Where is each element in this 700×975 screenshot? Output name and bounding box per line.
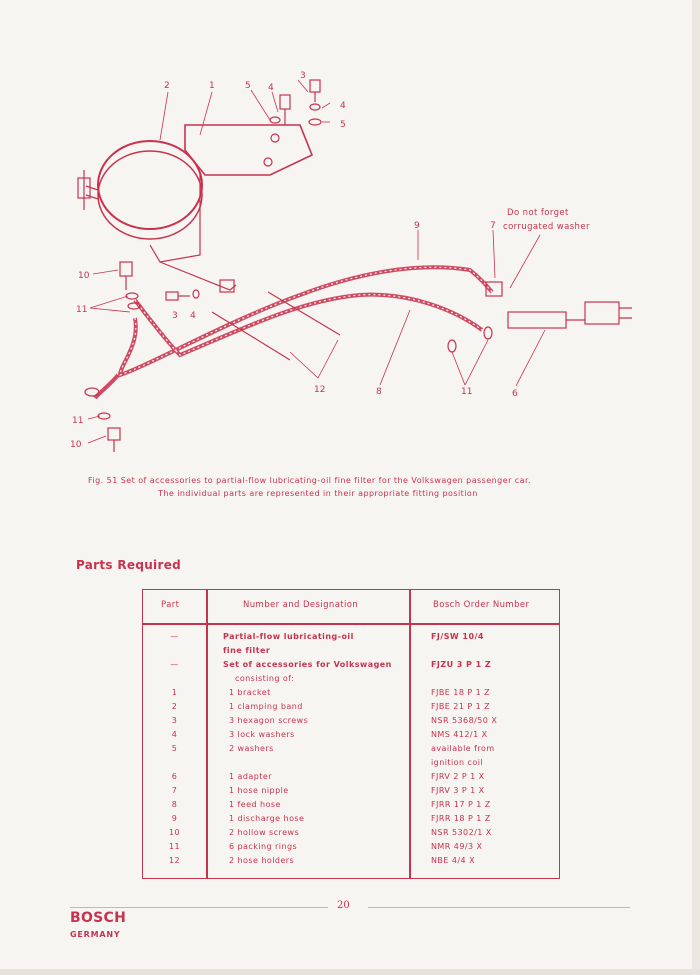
cell-designation: fine filter <box>223 646 271 655</box>
label-11b: 11 <box>461 387 473 397</box>
label-7: 7 <box>490 221 496 231</box>
table-header-rule <box>143 623 559 625</box>
label-3b: 3 <box>172 311 178 321</box>
cell-designation: 3 lock washers <box>223 730 295 739</box>
cell-order: FJRV 2 P 1 X <box>431 772 485 781</box>
footer-rule-right <box>368 907 630 908</box>
cell-designation: 2 hollow screws <box>223 828 300 837</box>
cell-order: NMR 49/3 X <box>431 842 483 851</box>
top-screws-drawing <box>270 80 321 125</box>
cell-part: 7 <box>171 786 178 795</box>
footer-rule-left <box>70 907 328 908</box>
cell-designation: Set of accessories for Volkswagen <box>223 660 392 669</box>
cell-designation: 3 hexagon screws <box>223 716 309 725</box>
label-1: 1 <box>209 81 215 91</box>
table-body <box>143 632 559 870</box>
table-row <box>143 800 559 814</box>
caption-line-1: Fig. 51 Set of accessories to partial-flow lubricating-oil fine filter for the Volkswagen passenger car. <box>88 476 532 485</box>
header-designation: Number and Designation <box>243 600 359 610</box>
brand-country: GERMANY <box>70 930 121 939</box>
table-row <box>143 744 559 758</box>
cell-order: FJRV 3 P 1 X <box>431 786 485 795</box>
table-row <box>143 632 559 646</box>
cell-part: 3 <box>171 716 178 725</box>
cell-part: 11 <box>168 842 181 851</box>
table-row <box>143 730 559 744</box>
cell-designation: consisting of: <box>223 674 295 683</box>
section-title: Parts Required <box>76 558 182 572</box>
cell-part: 4 <box>171 730 178 739</box>
brand-name: BOSCH <box>70 910 127 926</box>
label-5b: 5 <box>340 120 346 130</box>
clamping-band-drawing <box>78 141 202 239</box>
parts-table <box>142 589 560 879</box>
table-row <box>143 674 559 688</box>
table-row <box>143 786 559 800</box>
cell-order: NSR 5368/50 X <box>431 716 498 725</box>
caption-line-2: The individual parts are represented in their appropriate fitting position <box>158 489 478 498</box>
cell-designation: 1 discharge hose <box>223 814 305 823</box>
cell-designation: 1 feed hose <box>223 800 281 809</box>
label-11c: 11 <box>72 416 84 426</box>
parts-illustration <box>0 0 700 470</box>
label-11a: 11 <box>76 305 88 315</box>
cell-order: FJ/SW 10/4 <box>431 632 484 641</box>
table-row <box>143 856 559 870</box>
cell-order: ignition coil <box>431 758 484 767</box>
cell-designation: 1 bracket <box>223 688 271 697</box>
label-8: 8 <box>376 387 382 397</box>
cell-part: 9 <box>171 814 178 823</box>
header-part: Part <box>161 600 180 610</box>
label-2: 2 <box>164 81 170 91</box>
table-row <box>143 842 559 856</box>
table-row <box>143 646 559 660</box>
note-line-2: corrugated washer <box>503 222 590 232</box>
table-row <box>143 716 559 730</box>
hoses-drawing <box>95 267 492 398</box>
cell-designation: 2 hose holders <box>223 856 295 865</box>
cell-designation: 2 washers <box>223 744 274 753</box>
cell-part: 2 <box>171 702 178 711</box>
table-row <box>143 702 559 716</box>
cell-order: FJBE 18 P 1 Z <box>431 688 491 697</box>
cell-order: FJRR 17 P 1 Z <box>431 800 491 809</box>
cell-designation: Partial-flow lubricating-oil <box>223 632 354 641</box>
table-row <box>143 828 559 842</box>
cell-order: FJZU 3 P 1 Z <box>431 660 492 669</box>
page-number: 20 <box>337 900 350 911</box>
cell-designation: 1 hose nipple <box>223 786 289 795</box>
label-12: 12 <box>314 385 326 395</box>
figure-caption <box>88 474 648 500</box>
figure-labels <box>70 71 590 450</box>
table-row <box>143 660 559 674</box>
bracket-drawing <box>150 125 312 292</box>
cell-part: 1 <box>171 688 178 697</box>
cell-part: 6 <box>171 772 178 781</box>
cell-designation: 6 packing rings <box>223 842 298 851</box>
cell-part: 8 <box>171 800 178 809</box>
table-row <box>143 758 559 772</box>
cell-order: NBE 4/4 X <box>431 856 476 865</box>
cell-designation: 1 clamping band <box>223 702 303 711</box>
cell-part: — <box>170 660 179 669</box>
cell-part: 12 <box>168 856 181 865</box>
cell-part: 5 <box>171 744 178 753</box>
cell-part: — <box>170 632 179 641</box>
label-4b: 4 <box>340 101 346 111</box>
cell-designation: 1 adapter <box>223 772 272 781</box>
page-edge-bottom <box>0 969 700 975</box>
cell-order: available from <box>431 744 495 753</box>
left-fittings-drawing <box>85 262 199 452</box>
note-line-1: Do not forget <box>507 208 569 218</box>
label-5a: 5 <box>245 81 251 91</box>
header-order: Bosch Order Number <box>433 600 530 610</box>
table-row <box>143 688 559 702</box>
label-3a: 3 <box>300 71 306 81</box>
cell-order: NSR 5302/1 X <box>431 828 492 837</box>
cell-order: NMS 412/1 X <box>431 730 488 739</box>
label-6: 6 <box>512 389 518 399</box>
table-row <box>143 772 559 786</box>
label-10a: 10 <box>78 271 90 281</box>
cell-part: 10 <box>168 828 181 837</box>
cell-order: FJRR 18 P 1 Z <box>431 814 491 823</box>
table-row <box>143 814 559 828</box>
label-10b: 10 <box>70 440 82 450</box>
label-4a: 4 <box>268 83 274 93</box>
cell-order: FJBE 21 P 1 Z <box>431 702 491 711</box>
right-fittings-drawing <box>448 282 632 352</box>
label-9: 9 <box>414 221 420 231</box>
label-4c: 4 <box>190 311 196 321</box>
